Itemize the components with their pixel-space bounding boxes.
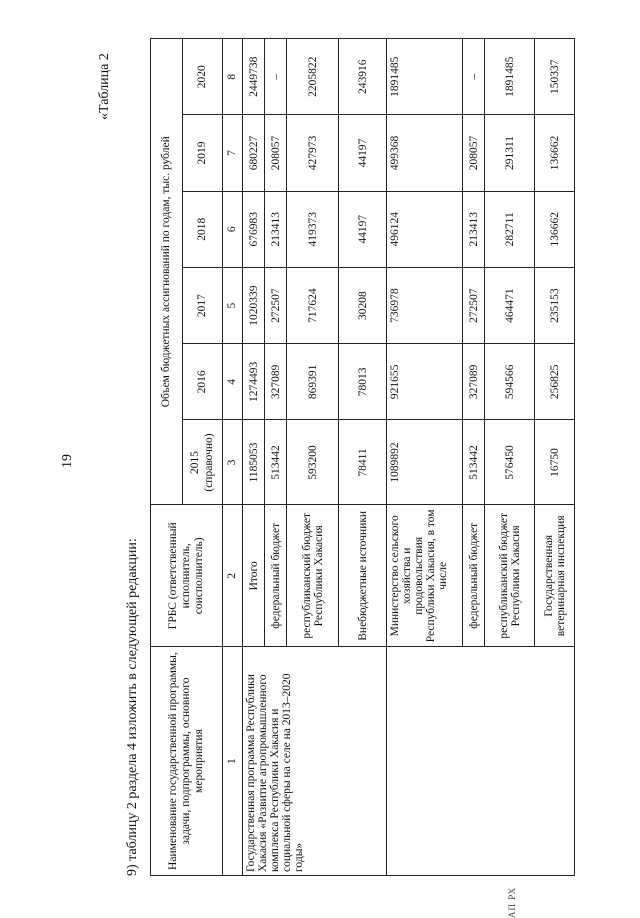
cell-value: 272507	[463, 267, 485, 343]
header-grbs: ГРБС (ответственный исполнитель, соисполнитель)	[151, 505, 223, 647]
cell-value: 736978	[387, 267, 463, 343]
cell-value: 1089892	[387, 420, 463, 505]
cell-value: 136662	[535, 191, 575, 267]
cell-value: 208057	[463, 115, 485, 191]
program-name-continued	[387, 647, 575, 876]
header-year: 2020	[183, 39, 223, 115]
cell-value: 2205822	[287, 39, 339, 115]
header-year: 2018	[183, 191, 223, 267]
header-name: Наименование государственной программы, задачи, подпрограммы, основного мероприятия	[151, 647, 223, 876]
footer-stamp: АП РХ	[507, 886, 517, 918]
column-number: 1	[223, 647, 243, 876]
cell-value: 593200	[287, 420, 339, 505]
row-label: федеральный бюджет	[265, 505, 287, 647]
cell-value: 2449738	[243, 39, 265, 115]
column-number: 6	[223, 191, 243, 267]
cell-value: 576450	[485, 420, 535, 505]
cell-value: 1891485	[387, 39, 463, 115]
column-number: 2	[223, 505, 243, 647]
cell-value: 1891485	[485, 39, 535, 115]
cell-value: 513442	[463, 420, 485, 505]
cell-value: –	[463, 39, 485, 115]
row-label: федеральный бюджет	[463, 505, 485, 647]
column-number: 8	[223, 39, 243, 115]
table-row	[387, 39, 463, 876]
cell-value: 869391	[287, 344, 339, 420]
cell-value: 717624	[287, 267, 339, 343]
cell-value: 676983	[243, 191, 265, 267]
cell-value: 1020339	[243, 267, 265, 343]
cell-value: 78411	[339, 420, 387, 505]
cell-value: 272507	[265, 267, 287, 343]
cell-value: 499368	[387, 115, 463, 191]
cell-value: 213413	[463, 191, 485, 267]
intro-text: 9) таблицу 2 раздела 4 изложить в следующей редакции:	[125, 538, 140, 876]
table-label: «Таблица 2	[97, 53, 112, 120]
cell-value: 235153	[535, 267, 575, 343]
cell-value: 419373	[287, 191, 339, 267]
header-volume: Объем бюджетных ассигнований по годам, тыс. рублей	[151, 39, 183, 505]
cell-value: 327089	[265, 344, 287, 420]
cell-value: 327089	[463, 344, 485, 420]
header-year: 2016	[183, 344, 223, 420]
column-number: 7	[223, 115, 243, 191]
cell-value: 44197	[339, 115, 387, 191]
cell-value: 921655	[387, 344, 463, 420]
row-label: Министерство сельского хозяйства и продовольствия Республики Хакасия, в том числе	[387, 505, 463, 647]
cell-value: 78013	[339, 344, 387, 420]
program-name: Государственная программа Республики Хакасия «Развитие агропромышленного комплекса Республики Хакасия и социальной сферы на селе на 2013–2020 годы»	[243, 647, 387, 876]
cell-value: 208057	[265, 115, 287, 191]
budget-table	[150, 38, 575, 876]
header-year: 2017	[183, 267, 223, 343]
row-label: республиканский бюджет Республики Хакасия	[287, 505, 339, 647]
cell-value: 16750	[535, 420, 575, 505]
cell-value: 680227	[243, 115, 265, 191]
column-number: 3	[223, 420, 243, 505]
row-label: республиканский бюджет Республики Хакасия	[485, 505, 535, 647]
cell-value: 291311	[485, 115, 535, 191]
cell-value: 150337	[535, 39, 575, 115]
cell-value: 1274493	[243, 344, 265, 420]
cell-value: 464471	[485, 267, 535, 343]
row-label: Государственная ветеринарная инспекция	[535, 505, 575, 647]
header-year: 2015 (справочно)	[183, 420, 223, 505]
cell-value: 30208	[339, 267, 387, 343]
cell-value: 594566	[485, 344, 535, 420]
column-number: 5	[223, 267, 243, 343]
cell-value: 496124	[387, 191, 463, 267]
cell-value: 513442	[265, 420, 287, 505]
cell-value: 256825	[535, 344, 575, 420]
cell-value: 44197	[339, 191, 387, 267]
header-year: 2019	[183, 115, 223, 191]
cell-value: –	[265, 39, 287, 115]
table-row	[243, 39, 265, 876]
cell-value: 213413	[265, 191, 287, 267]
cell-value: 136662	[535, 115, 575, 191]
page-number: 19	[60, 454, 75, 468]
cell-value: 243916	[339, 39, 387, 115]
row-label: Итого	[243, 505, 265, 647]
cell-value: 1185053	[243, 420, 265, 505]
row-label: Внебюджетные источники	[339, 505, 387, 647]
cell-value: 282711	[485, 191, 535, 267]
rotated-page	[55, 30, 615, 918]
cell-value: 427973	[287, 115, 339, 191]
column-number: 4	[223, 344, 243, 420]
